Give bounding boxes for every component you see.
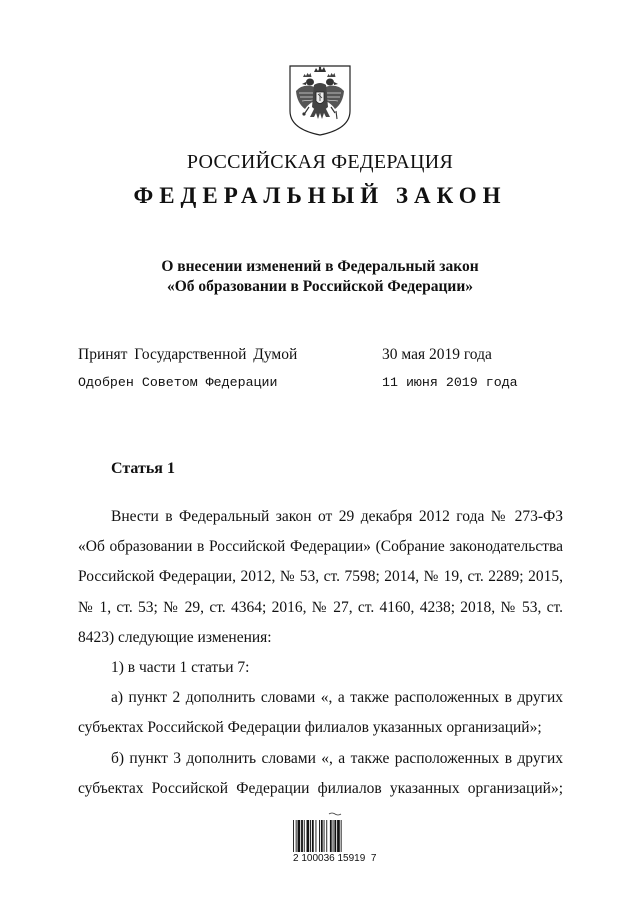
article-body xyxy=(78,502,563,804)
duma-adoption-date: 30 мая 2019 года xyxy=(382,346,492,363)
duma-adoption-label: Принят Государственной Думой xyxy=(78,346,298,363)
article-item-a: а) пункт 2 дополнить словами «, а также расположенных в других субъектах Российской Федерации филиалов указанных организаций»; xyxy=(78,689,563,737)
law-title-line-1: О внесении изменений в Федеральный закон xyxy=(161,258,479,275)
article-item-b: б) пункт 3 дополнить словами «, а также расположенных в других субъектах Российской Федерации филиалов указанных организаций»; xyxy=(78,749,563,797)
law-title-line-2: «Об образовании в Российской Федерации» xyxy=(166,278,474,295)
barcode-digits: 2 100036 15919 7 xyxy=(293,853,377,864)
adoption-council-row xyxy=(78,375,568,397)
country-name: РОССИЙСКАЯ ФЕДЕРАЦИЯ xyxy=(186,151,454,173)
barcode-graphic xyxy=(293,812,376,852)
article-heading: Статья 1 xyxy=(111,460,175,477)
council-approval-label: Одобрен Советом Федерации xyxy=(78,375,278,390)
article-intro-paragraph: Внести в Федеральный закон от 29 декабря 2012 года № 273-ФЗ «Об образовании в Российской Федерации» (Собрание законодательства Российской Федерации, 2012, № 53, ст. 7598; 2014, № 19, ст. 2289; 2015, № 1, ст. 53; № 29, ст. 4364; 2016, № 27, ст. 4160, 4238; 2018, № 53, ст. 8423) следующие изменения: xyxy=(78,508,563,646)
article-item-1: 1) в части 1 статьи 7: xyxy=(111,659,250,677)
document-type-heading: ФЕДЕРАЛЬНЫЙ ЗАКОН xyxy=(133,183,507,208)
law-title xyxy=(0,257,640,297)
coat-of-arms-emblem xyxy=(287,63,353,137)
adoption-duma-row xyxy=(78,346,568,368)
council-approval-date: 11 июня 2019 года xyxy=(382,375,518,390)
